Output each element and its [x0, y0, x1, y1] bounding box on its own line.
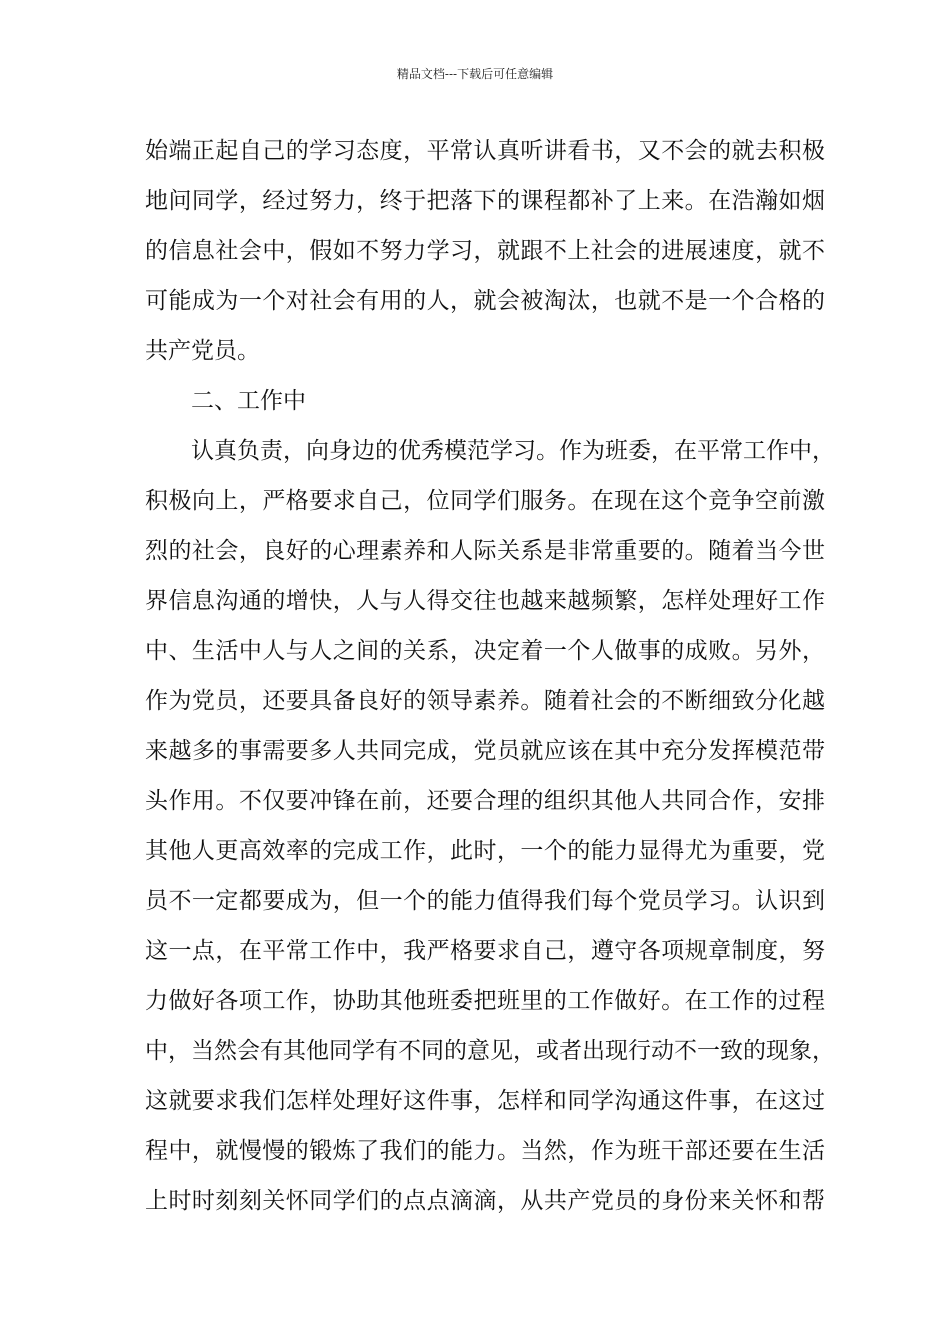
document-body [145, 126, 835, 1226]
section-heading: 二、工作中 [191, 388, 306, 414]
text-line: 的信息社会中，假如不努力学习，就跟不上社会的进展速度，就不 [145, 238, 825, 264]
text-line: 这就要求我们怎样处理好这件事，怎样和同学沟通这件事，在这过 [145, 1088, 825, 1114]
text-line: 地问同学，经过努力，终于把落下的课程都补了上来。在浩瀚如烟 [145, 188, 825, 214]
text-line: 上时时刻刻关怀同学们的点点滴滴，从共产党员的身份来关怀和帮 [145, 1188, 825, 1214]
text-line: 这一点，在平常工作中，我严格要求自己，遵守各项规章制度，努 [145, 938, 825, 964]
text-line: 程中，就慢慢的锻炼了我们的能力。当然，作为班干部还要在生活 [145, 1138, 825, 1164]
text-line: 力做好各项工作，协助其他班委把班里的工作做好。在工作的过程 [145, 988, 825, 1014]
text-line: 界信息沟通的增快，人与人得交往也越来越频繁，怎样处理好工作 [145, 588, 825, 614]
text-line: 中、生活中人与人之间的关系，决定着一个人做事的成败。另外， [145, 638, 825, 664]
text-line: 来越多的事需要多人共同完成，党员就应该在其中充分发挥模范带 [145, 738, 825, 764]
text-line: 员不一定都要成为，但一个的能力值得我们每个党员学习。认识到 [145, 888, 825, 914]
paragraph-end-line: 共产党员。 [145, 338, 260, 364]
page-header: 精品文档---下载后可任意编辑 [396, 67, 554, 81]
paragraph-first-line: 认真负责，向身边的优秀模范学习。作为班委，在平常工作中， [191, 438, 835, 464]
text-line: 积极向上，严格要求自己，位同学们服务。在现在这个竞争空前激 [145, 488, 825, 514]
text-line: 始端正起自己的学习态度，平常认真听讲看书，又不会的就去积极 [145, 138, 825, 164]
text-line: 可能成为一个对社会有用的人，就会被淘汰，也就不是一个合格的 [145, 288, 825, 314]
text-line: 头作用。不仅要冲锋在前，还要合理的组织其他人共同合作，安排 [145, 788, 825, 814]
text-line: 烈的社会，良好的心理素养和人际关系是非常重要的。随着当今世 [145, 538, 825, 564]
text-line: 作为党员，还要具备良好的领导素养。随着社会的不断细致分化越 [145, 688, 825, 714]
text-line: 中，当然会有其他同学有不同的意见，或者出现行动不一致的现象， [145, 1038, 835, 1064]
text-line: 其他人更高效率的完成工作，此时，一个的能力显得尤为重要，党 [145, 838, 825, 864]
